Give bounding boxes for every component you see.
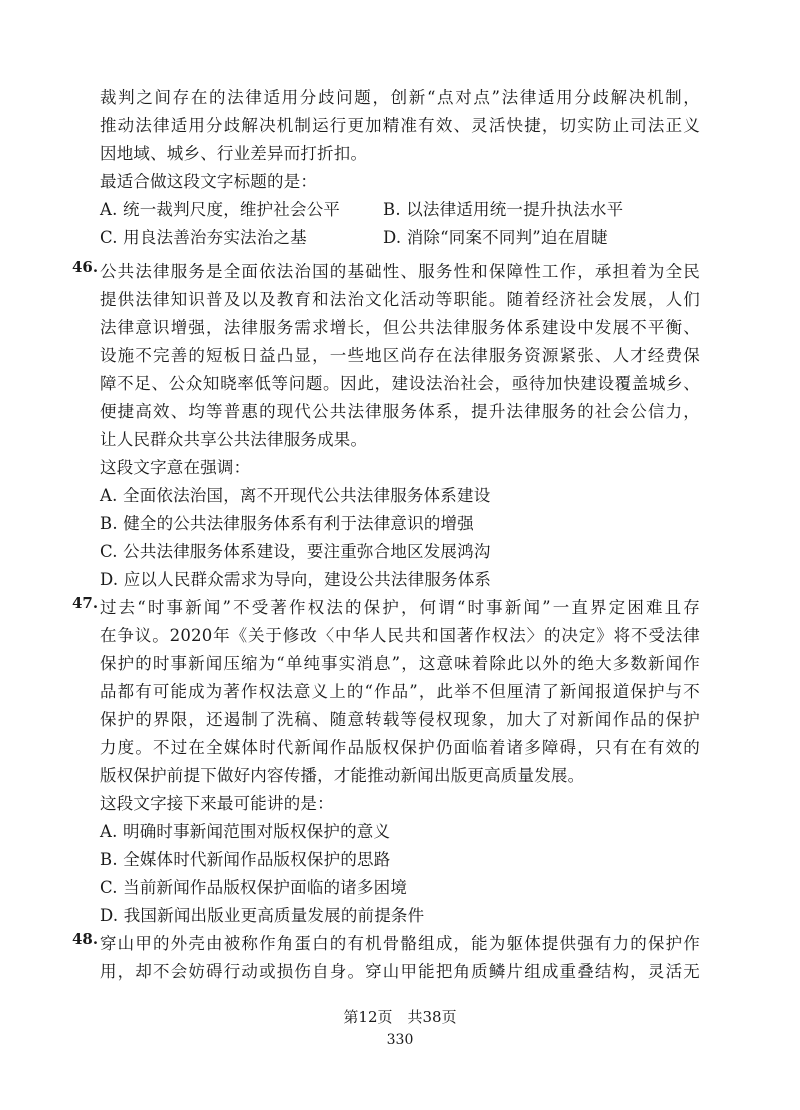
option-a: A. 统一裁判尺度，维护社会公平 [100,200,341,219]
option-a: A. 全面依法治国，离不开现代公共法律服务体系建设 [100,486,491,505]
option-d: D. 消除“同案不同判”迫在眉睫 [383,228,608,247]
option-row [100,224,700,252]
option-c: C. 公共法律服务体系建设，要注重弥合地区发展鸿沟 [100,542,491,561]
page-number: 330 [386,1032,414,1048]
passage-line: 版权保护前提下做好内容传播，才能推动新闻出版更高质量发展。 [100,766,585,785]
passage-line: 障不足、公众知晓率低等问题。因此，建设法治社会，亟待加快建设覆盖城乡、 [100,374,700,393]
question-48 [72,930,700,986]
option-d: D. 应以人民群众需求为导向，建设公共法律服务体系 [100,570,492,589]
passage-line: 保护的界限，还遏制了洗稿、随意转载等侵权现象，加大了对新闻作品的保护 [100,710,700,729]
question-prompt: 这段文字意在强调： [100,458,251,477]
passage-line: 公共法律服务是全面依法治国的基础性、服务性和保障性工作，承担着为全民 [100,262,700,281]
question-number: 47. [72,594,99,612]
passage-line: 用，却不会妨碍行动或损伤自身。穿山甲能把角质鳞片组成重叠结构，灵活无 [100,962,700,981]
passage-line: 力度。不过在全媒体时代新闻作品版权保护仍面临着诸多障碍，只有在有效的 [100,738,700,757]
passage-line: 设施不完善的短板日益凸显，一些地区尚存在法律服务资源紧张、人才经费保 [100,346,700,365]
passage-line: 裁判之间存在的法律适用分歧问题，创新“点对点”法律适用分歧解决机制， [100,88,700,107]
option-row [100,196,700,224]
passage-line: 让人民群众共享公共法律服务成果。 [100,430,368,449]
passage-line: 因地域、城乡、行业差异而打折扣。 [100,144,368,163]
option-b: B. 健全的公共法律服务体系有利于法律意识的增强 [100,514,474,533]
option-b: B. 全媒体时代新闻作品版权保护的思路 [100,850,391,869]
question-46 [72,258,700,594]
question-number: 46. [72,258,99,276]
question-prompt: 最适合做这段文字标题的是： [100,172,318,191]
option-c: C. 用良法善治夯实法治之基 [100,228,307,247]
passage-line: 法律意识增强，法律服务需求增长，但公共法律服务体系建设中发展不平衡、 [100,318,700,337]
option-b: B. 以法律适用统一提升执法水平 [383,200,624,219]
passage-line: 在争议。2020年《关于修改〈中华人民共和国著作权法〉的决定》将不受法律 [100,626,700,645]
passage-line: 保护的时事新闻压缩为“单纯事实消息”，这意味着除此以外的绝大多数新闻作 [100,654,700,673]
question-45-tail [100,84,700,252]
passage-line: 推动法律适用分歧解决机制运行更加精准有效、灵活快捷，切实防止司法正义 [100,116,700,135]
option-c: C. 当前新闻作品版权保护面临的诸多困境 [100,878,408,897]
question-prompt: 这段文字接下来最可能讲的是： [100,794,334,813]
passage-line: 便捷高效、均等普惠的现代公共法律服务体系，提升法律服务的社会公信力， [100,402,700,421]
question-number: 48. [72,930,99,948]
passage-line: 穿山甲的外壳由被称作角蛋白的有机骨骼组成，能为躯体提供强有力的保护作 [100,934,700,953]
option-a: A. 明确时事新闻范围对版权保护的意义 [100,822,391,841]
passage-line: 提供法律知识普及以及教育和法治文化活动等职能。随着经济社会发展，人们 [100,290,700,309]
passage-line: 品都有可能成为著作权法意义上的“作品”，此举不但厘清了新闻报道保护与不 [100,682,700,701]
page-label: 第12页 共38页 [343,1008,457,1026]
passage-line: 过去“时事新闻”不受著作权法的保护，何谓“时事新闻”一直界定困难且存 [100,598,700,617]
option-d: D. 我国新闻出版业更高质量发展的前提条件 [100,906,425,925]
question-47 [72,594,700,930]
